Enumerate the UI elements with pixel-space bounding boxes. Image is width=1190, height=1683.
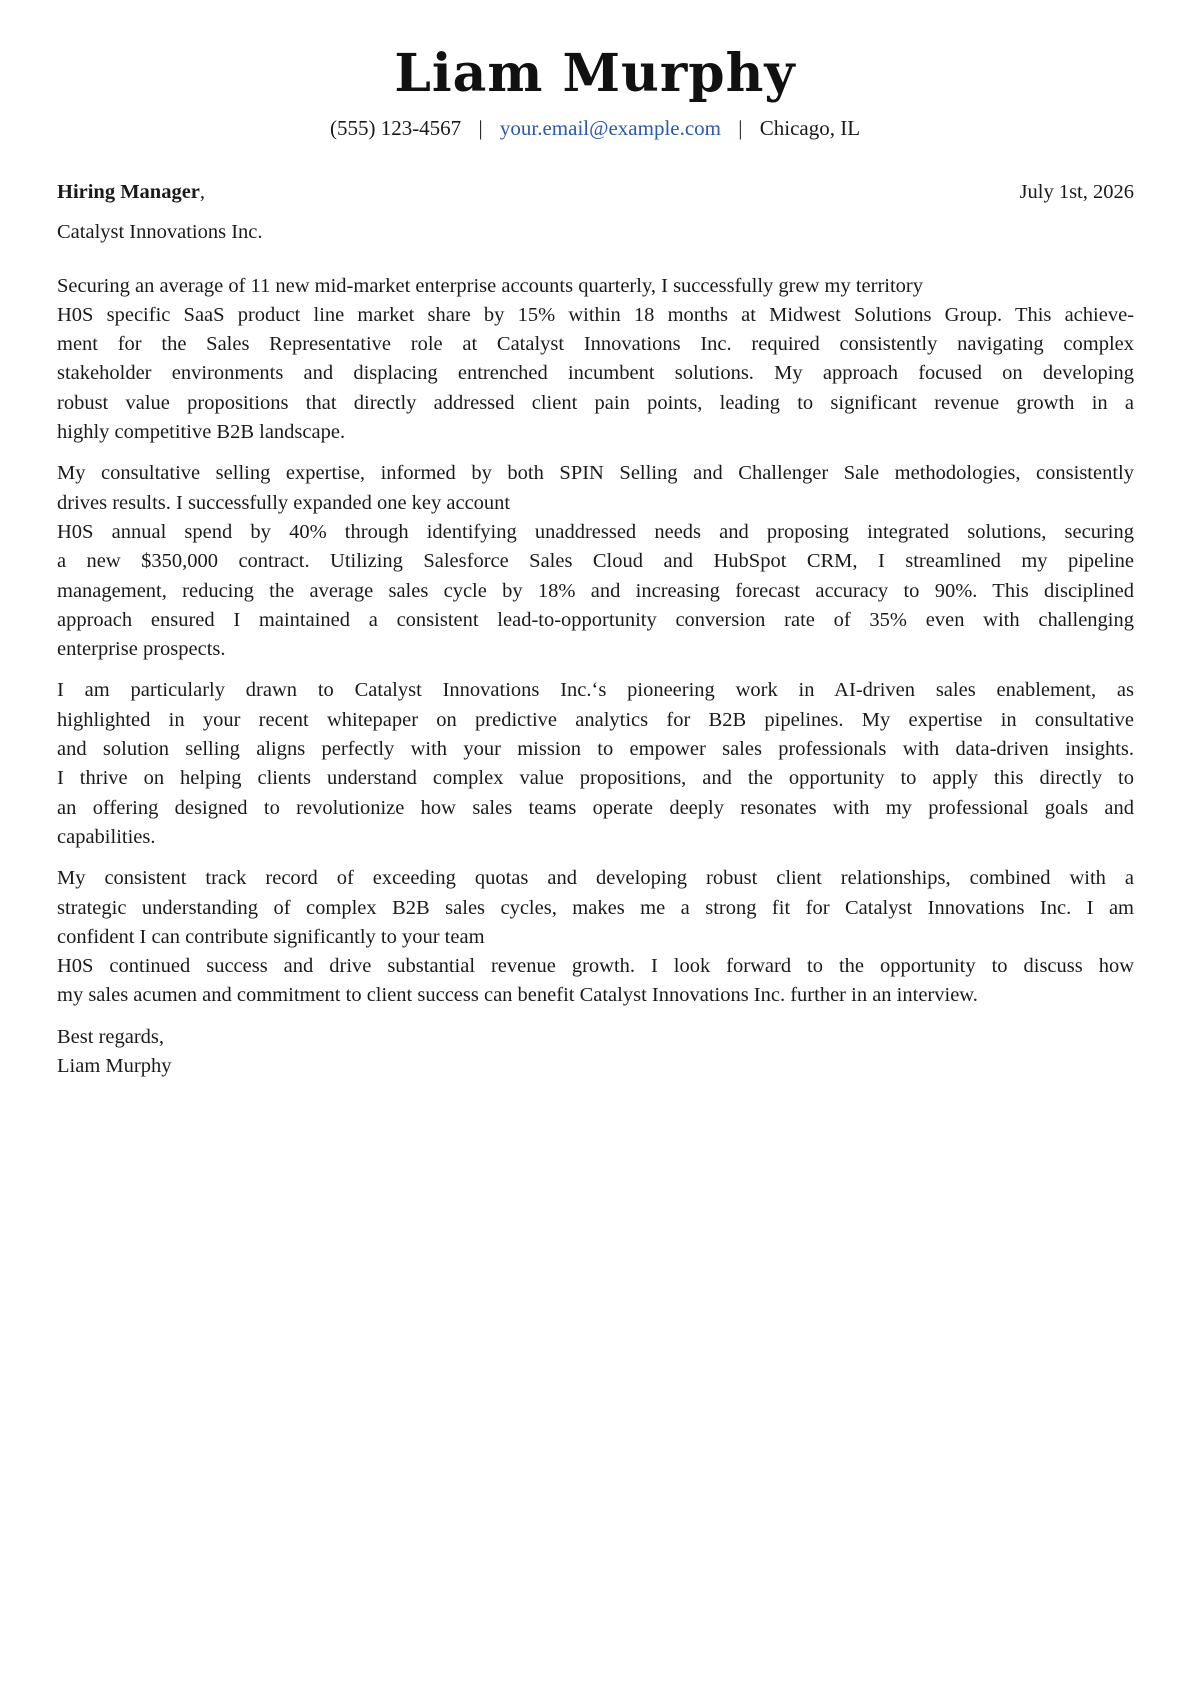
signature-name: Liam Murphy: [57, 1055, 172, 1078]
contact-separator: |: [738, 116, 743, 140]
paragraph-line: management, reducing the average sales cycle by 18% and increasing forecast accuracy to 90%. This disciplined: [57, 579, 1134, 602]
body-paragraph: [57, 272, 1134, 448]
paragraph-line: a new $350,000 contract. Utilizing Salesforce Sales Cloud and HubSpot CRM, I streamlined my pipeline: [57, 550, 1134, 573]
paragraph-line: highlighted in your recent whitepaper on predictive analytics for B2B pipelines. My expertise in consultative: [57, 708, 1134, 731]
paragraph-line: I am particularly drawn to Catalyst Innovations Inc.‘s pioneering work in AI-driven sales enablement, as: [57, 679, 1134, 702]
location: Chicago, IL: [759, 116, 861, 140]
applicant-name: Liam Murphy: [394, 43, 796, 104]
closing-block: [57, 1023, 1134, 1082]
body-paragraph: [57, 676, 1134, 852]
paragraph-line: H0S specific SaaS product line market share by 15% within 18 months at Midwest Solutions Group. This achieve-: [57, 303, 1134, 326]
paragraph-line: robust value propositions that directly addressed client pain points, leading to significant revenue growth in a: [57, 391, 1134, 414]
paragraph-line: stakeholder environments and displacing entrenched incumbent solutions. My approach focused on developing: [57, 362, 1134, 385]
closing-phrase: Best regards,: [57, 1025, 165, 1048]
paragraph-line: my sales acumen and commitment to client success can benefit Catalyst Innovations Inc. further in an interview.: [57, 984, 978, 1007]
recipient-punct: ,: [199, 181, 206, 203]
paragraph-line: H0S annual spend by 40% through identifying unaddressed needs and proposing integrated solutions, securing: [57, 520, 1134, 543]
body-paragraph: [57, 459, 1134, 664]
paragraph-line: I thrive on helping clients understand complex value propositions, and the opportunity to apply this directly to: [57, 767, 1134, 790]
paragraph-line: Securing an average of 11 new mid-market enterprise accounts quarterly, I successfully grew my territory: [57, 274, 923, 297]
paragraph-line: highly competitive B2B landscape.: [57, 421, 346, 444]
recipient: [57, 178, 205, 207]
recipient-date-row: [57, 178, 1134, 207]
paragraph-line: My consultative selling expertise, informed by both SPIN Selling and Challenger Sale methodologies, consistently: [57, 462, 1134, 485]
paragraph-line: approach ensured I maintained a consistent lead-to-opportunity conversion rate of 35% even with challenging: [57, 608, 1134, 631]
paragraph-line: H0S continued success and drive substantial revenue growth. I look forward to the opportunity to discuss how: [57, 955, 1134, 978]
letter-paragraphs: [57, 272, 1134, 1011]
letter-body: [57, 178, 1134, 1081]
paragraph-line: strategic understanding of complex B2B sales cycles, makes me a strong fit for Catalyst Innovations Inc. I am: [57, 896, 1134, 919]
paragraph-line: and solution selling aligns perfectly with your mission to empower sales professionals with data-driven insights.: [57, 738, 1134, 761]
recipient-company: Catalyst Innovations Inc.: [57, 221, 263, 244]
paragraph-line: enterprise prospects.: [57, 638, 226, 661]
email-link[interactable]: your.email@example.com: [499, 116, 722, 140]
phone-number: (555) 123-4567: [329, 116, 462, 140]
paragraph-line: capabilities.: [57, 825, 156, 848]
letter-date: July 1st, 2026: [1019, 181, 1134, 203]
contact-line: [0, 114, 1190, 142]
paragraph-line: My consistent track record of exceeding quotas and developing robust client relationships, combined with a: [57, 867, 1134, 890]
recipient-name: Hiring Manager: [57, 181, 200, 203]
paragraph-line: confident I can contribute significantly to your team: [57, 925, 485, 948]
paragraph-line: ment for the Sales Representative role at Catalyst Innovations Inc. required consistently navigating complex: [57, 333, 1134, 356]
paragraph-line: an offering designed to revolutionize how sales teams operate deeply resonates with my professional goals and: [57, 796, 1134, 819]
body-paragraph: [57, 864, 1134, 1010]
paragraph-line: drives results. I successfully expanded one key account: [57, 491, 511, 514]
contact-separator: |: [478, 116, 483, 140]
